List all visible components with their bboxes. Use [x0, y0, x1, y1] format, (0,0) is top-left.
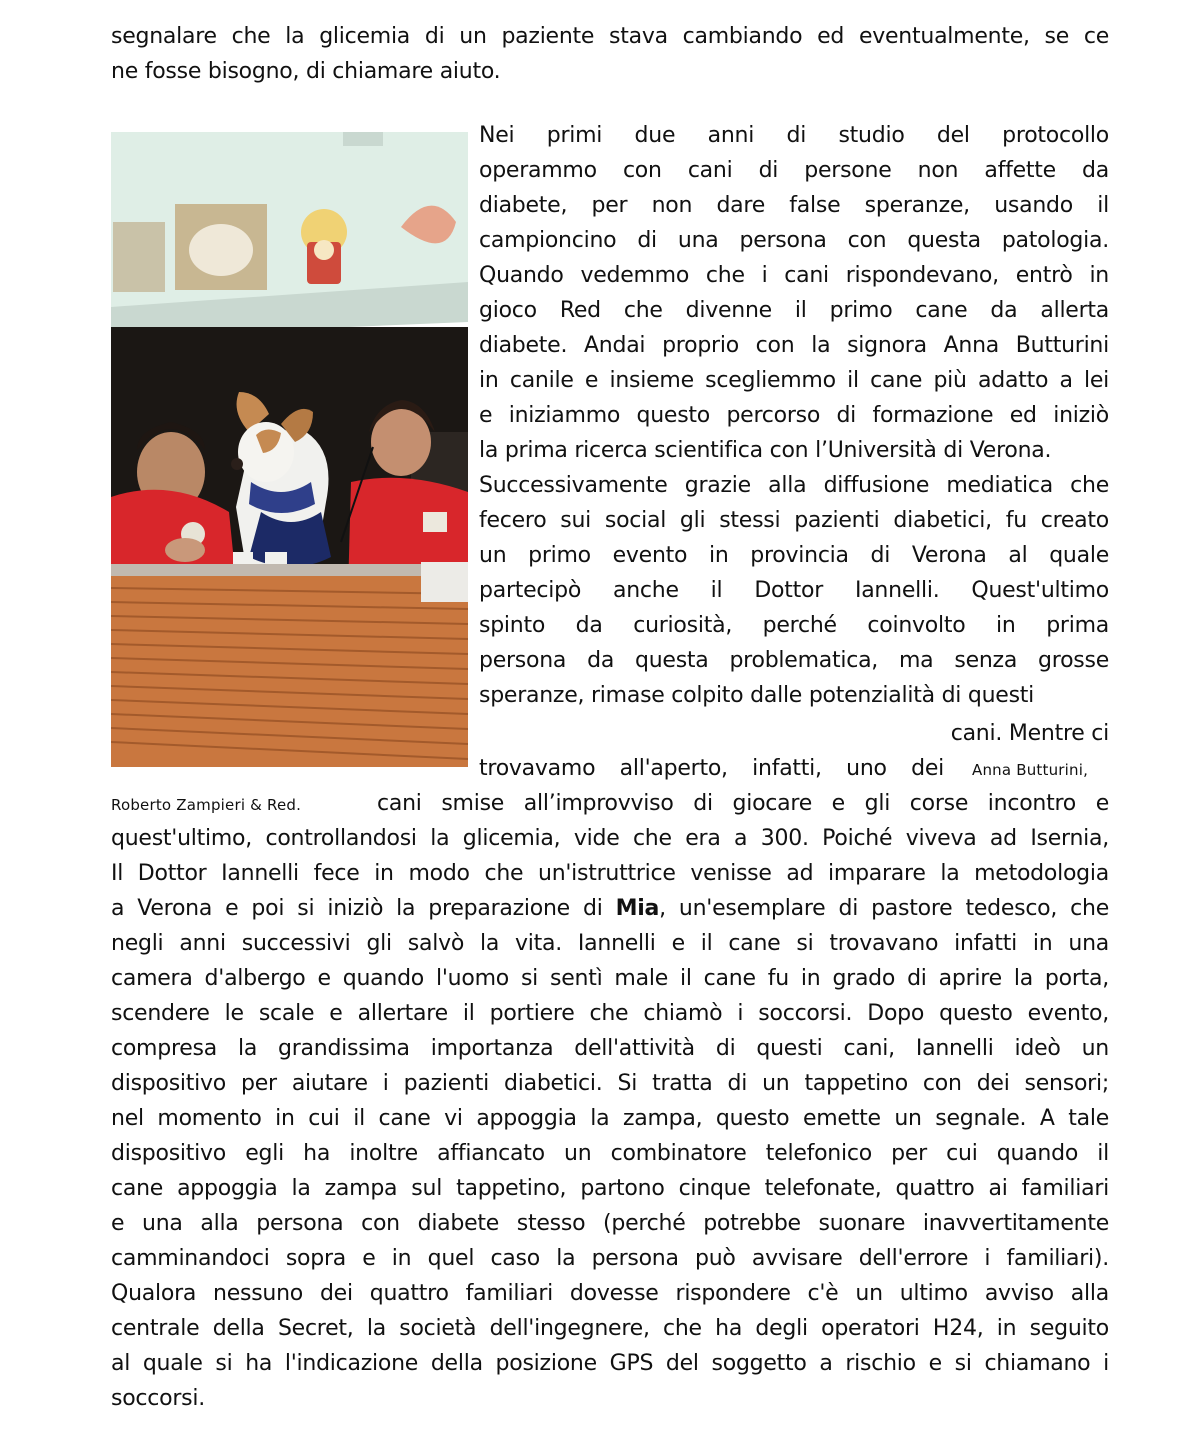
column-line-cani: cani. Mentre ci — [950, 721, 1109, 746]
intro-line-1: segnalare che la glicemia di un paziente stava cambiando ed eventualmente, se ce — [111, 24, 1109, 49]
body-line-13: camminandoci sopra e in quel caso la persona può avvisare dell'errore i familiari). — [111, 1246, 1109, 1271]
column-line-10: la prima ricerca scientifica con l’Università di Verona. — [479, 438, 1052, 463]
body-line-14: Qualora nessuno dei quattro familiari dovesse rispondere c'è un ultimo avviso alla — [111, 1281, 1109, 1306]
body-line-16: al quale si ha l'indicazione della posizione GPS del soggetto a rischio e si chiamano i — [111, 1351, 1109, 1376]
body-line-11: cane appoggia la zampa sul tappetino, partono cinque telefonate, quattro ai familiari — [111, 1176, 1109, 1201]
column-line-3: diabete, per non dare false speranze, usando il — [479, 193, 1109, 218]
column-line-15: spinto da curiosità, perché coinvolto in prima — [479, 613, 1109, 638]
body-line-after-caption: cani smise all’improvviso di giocare e gli corse incontro e — [377, 791, 1109, 816]
dog-name-mia: Mia — [615, 896, 660, 921]
column-line-12: fecero sui social gli stessi pazienti diabetici, fu creato — [479, 508, 1109, 533]
body-line-15: centrale della Secret, la società dell'ingegnere, che ha degli operatori H24, in seguito — [111, 1316, 1109, 1341]
column-line-5: Quando vedemmo che i cani rispondevano, entrò in — [479, 263, 1109, 288]
column-line-1: Nei primi due anni di studio del protocollo — [479, 123, 1109, 148]
mia-before: a Verona e poi si iniziò la preparazione di — [111, 896, 616, 921]
body-line-9: nel momento in cui il cane vi appoggia la zampa, questo emette un segnale. A tale — [111, 1106, 1109, 1131]
body-line-8: dispositivo per aiutare i pazienti diabetici. Si tratta di un tappetino con dei sensori; — [111, 1071, 1109, 1096]
photo-conference-dog — [111, 132, 468, 767]
column-line-7: diabete. Andai proprio con la signora Anna Butturini — [479, 333, 1109, 358]
body-line-2: Il Dottor Iannelli fece in modo che un'istruttrice venisse ad imparare la metodologia — [111, 861, 1109, 886]
column-line-2: operammo con cani di persone non affette da — [479, 158, 1109, 183]
column-line-4: campioncino di una persona con questa patologia. — [479, 228, 1109, 253]
photo-caption-part-1: Anna Butturini, — [972, 761, 1089, 779]
body-line-4: negli anni successivi gli salvò la vita. Iannelli e il cane si trovavano infatti in una — [111, 931, 1109, 956]
column-line-16: persona da questa problematica, ma senza grosse — [479, 648, 1109, 673]
body-line-1: quest'ultimo, controllandosi la glicemia, vide che era a 300. Poiché viveva ad Isernia, — [111, 826, 1109, 851]
intro-line-2: ne fosse bisogno, di chiamare aiuto. — [111, 59, 501, 84]
column-line-13: un primo evento in provincia di Verona al quale — [479, 543, 1109, 568]
column-line-6: gioco Red che divenne il primo cane da allerta — [479, 298, 1109, 323]
body-line-10: dispositivo egli ha inoltre affiancato un combinatore telefonico per cui quando il — [111, 1141, 1109, 1166]
column-line-17: speranze, rimase colpito dalle potenzialità di questi — [479, 683, 1035, 708]
body-line-7: compresa la grandissima importanza dell'attività di questi cani, Iannelli ideò un — [111, 1036, 1109, 1061]
column-line-9: e iniziammo questo percorso di formazione ed iniziò — [479, 403, 1109, 428]
photo-caption-part-2: Roberto Zampieri & Red. — [111, 796, 302, 814]
body-line-12: e una alla persona con diabete stesso (perché potrebbe suonare inavvertitamente — [111, 1211, 1109, 1236]
body-line-6: scendere le scale e allertare il portiere che chiamò i soccorsi. Dopo questo evento, — [111, 1001, 1109, 1026]
column-line-trovavamo: trovavamo all'aperto, infatti, uno dei — [479, 756, 944, 781]
column-line-8: in canile e insieme scegliemmo il cane più adatto a lei — [479, 368, 1109, 393]
body-line-mia — [111, 891, 1109, 926]
column-line-14: partecipò anche il Dottor Iannelli. Quest'ultimo — [479, 578, 1109, 603]
body-line-last: soccorsi. — [111, 1386, 205, 1411]
column-line-11: Successivamente grazie alla diffusione mediatica che — [479, 473, 1109, 498]
mia-after: , un'esemplare di pastore tedesco, che — [659, 896, 1109, 921]
body-line-5: camera d'albergo e quando l'uomo si sentì male il cane fu in grado di aprire la porta, — [111, 966, 1109, 991]
